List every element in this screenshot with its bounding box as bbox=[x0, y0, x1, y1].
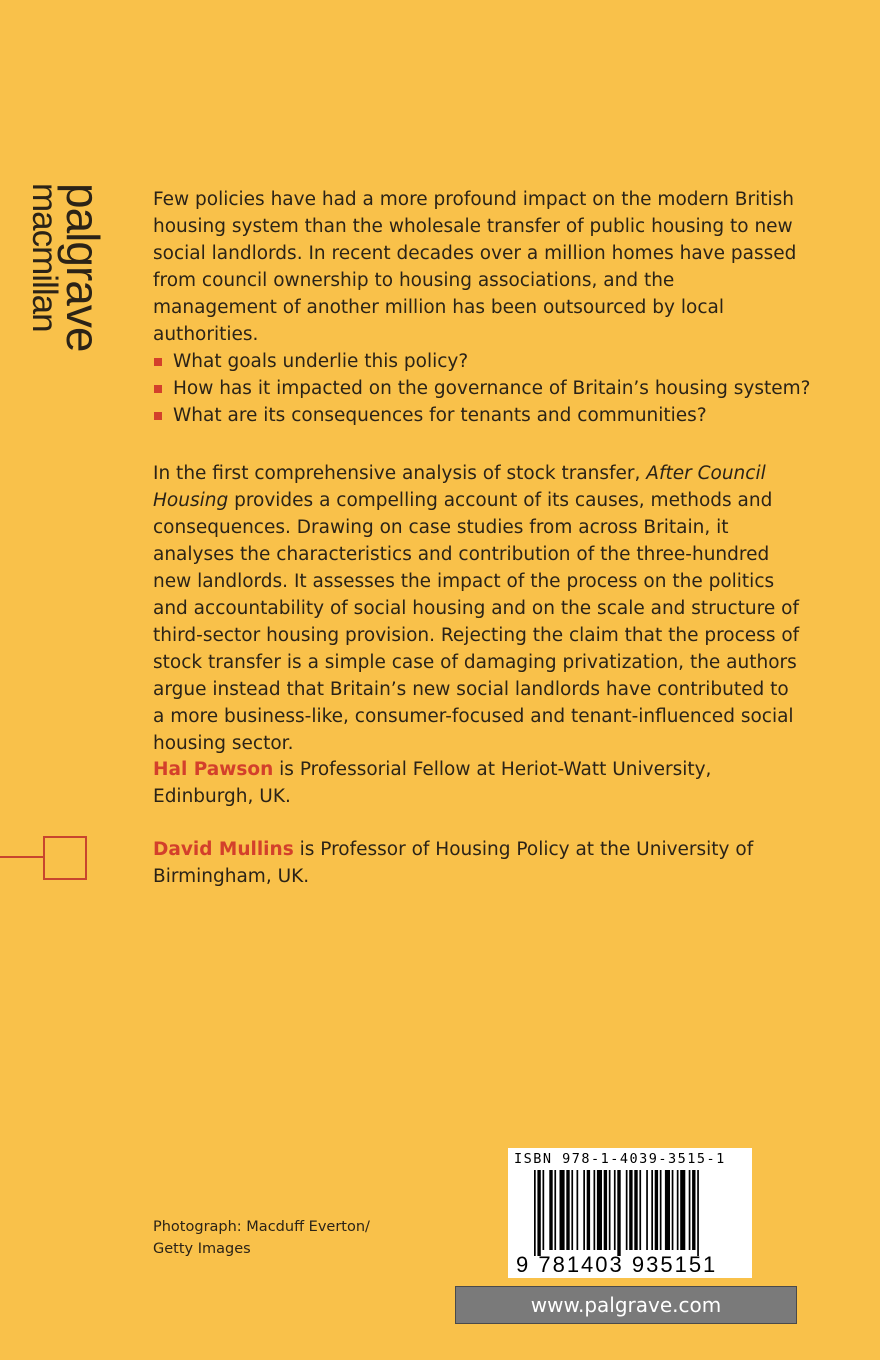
publisher-website-link[interactable]: www.palgrave.com bbox=[455, 1286, 797, 1324]
question-text: What are its consequences for tenants and communities? bbox=[173, 405, 707, 426]
barcode-bar bbox=[634, 1170, 637, 1250]
question-list bbox=[153, 348, 813, 429]
question-item bbox=[153, 402, 813, 429]
barcode-bar bbox=[534, 1170, 536, 1256]
analysis-paragraph bbox=[153, 460, 803, 757]
question-item bbox=[153, 348, 813, 375]
logo-macmillan: macmillan bbox=[25, 183, 64, 332]
barcode-bar bbox=[629, 1170, 632, 1250]
photo-credit-line: Getty Images bbox=[153, 1241, 251, 1257]
bullet-square-icon bbox=[154, 412, 162, 420]
barcode-bar bbox=[689, 1170, 691, 1250]
barcode-bar bbox=[577, 1170, 579, 1250]
author-bio-text: is Professor of Housing Policy at the University of Birmingham, UK. bbox=[153, 839, 754, 887]
barcode-bar bbox=[566, 1170, 569, 1250]
isbn-barcode bbox=[508, 1148, 752, 1278]
barcode-bar bbox=[655, 1170, 658, 1250]
bullet-square-icon bbox=[154, 358, 162, 366]
barcode-bar bbox=[609, 1170, 611, 1250]
barcode-bar bbox=[677, 1170, 679, 1250]
barcode-bar bbox=[560, 1170, 565, 1250]
barcode-bar bbox=[672, 1170, 674, 1250]
photo-credit bbox=[153, 1216, 370, 1260]
book-title: After Council Housing bbox=[153, 463, 766, 511]
barcode-bar bbox=[639, 1170, 641, 1250]
author-bio-pawson bbox=[153, 756, 803, 810]
author-bio-mullins bbox=[153, 836, 803, 890]
barcode-bar bbox=[537, 1170, 540, 1256]
analysis-rest: provides a compelling account of its causes, methods and consequences. Drawing on case studies from across Britain, it analyses the characteristics and contribution of the three-hundred new landlords. It assesses the impact of the process on the politics and accountability of social housing and on the scale and structure of third-sector housing provision. Rejecting the claim that the process of stock transfer is a simple case of damaging privatization, the authors argue instead that Britain’s new social landlords have contributed to a more business-like, consumer-focused and tenant-influenced social housing sector. bbox=[153, 490, 800, 754]
barcode-bar bbox=[594, 1170, 596, 1250]
barcode-bar bbox=[692, 1170, 695, 1250]
isbn-label: ISBN 978-1-4039-3515-1 bbox=[514, 1151, 726, 1167]
photo-credit-line: Photograph: Macduff Everton/ bbox=[153, 1219, 370, 1235]
barcode-bars bbox=[534, 1170, 740, 1256]
isbn-digits: 9 781403 935151 bbox=[516, 1252, 718, 1277]
barcode-bar bbox=[626, 1170, 628, 1250]
barcode-bar bbox=[604, 1170, 607, 1250]
barcode-bar bbox=[597, 1170, 602, 1250]
decorative-line bbox=[0, 856, 44, 858]
barcode-bar bbox=[651, 1170, 653, 1250]
barcode-bar bbox=[571, 1170, 573, 1250]
analysis-lead: In the first comprehensive analysis of stock transfer, bbox=[153, 463, 647, 484]
barcode-bar bbox=[646, 1170, 648, 1250]
publisher-logo bbox=[16, 183, 109, 393]
question-text: How has it impacted on the governance of Britain’s housing system? bbox=[173, 378, 811, 399]
author-bio-text: is Professorial Fellow at Heriot-Watt University, Edinburgh, UK. bbox=[153, 759, 712, 807]
barcode-bar bbox=[617, 1170, 620, 1256]
intro-paragraph: Few policies have had a more profound impact on the modern British housing system than the wholesale transfer of public housing to new social landlords. In recent decades over a million homes have passed from council ownership to housing associations, and the management of another million has been outsourced by local authorities. bbox=[153, 189, 797, 345]
barcode-bar bbox=[549, 1170, 552, 1250]
logo-palgrave: palgrave bbox=[57, 183, 109, 352]
barcode-bar bbox=[587, 1170, 590, 1250]
bullet-square-icon bbox=[154, 385, 162, 393]
barcode-bar bbox=[583, 1170, 585, 1250]
barcode-bar bbox=[543, 1170, 545, 1250]
question-item bbox=[153, 375, 813, 402]
author-name: David Mullins bbox=[153, 839, 294, 860]
question-text: What goals underlie this policy? bbox=[173, 351, 469, 372]
barcode-bar bbox=[680, 1170, 685, 1250]
barcode-bar bbox=[614, 1170, 616, 1250]
author-name: Hal Pawson bbox=[153, 759, 274, 780]
barcode-bar bbox=[554, 1170, 556, 1250]
barcode-bar bbox=[660, 1170, 662, 1250]
barcode-bar bbox=[697, 1170, 699, 1256]
decorative-square bbox=[43, 836, 87, 880]
barcode-bar bbox=[665, 1170, 670, 1250]
